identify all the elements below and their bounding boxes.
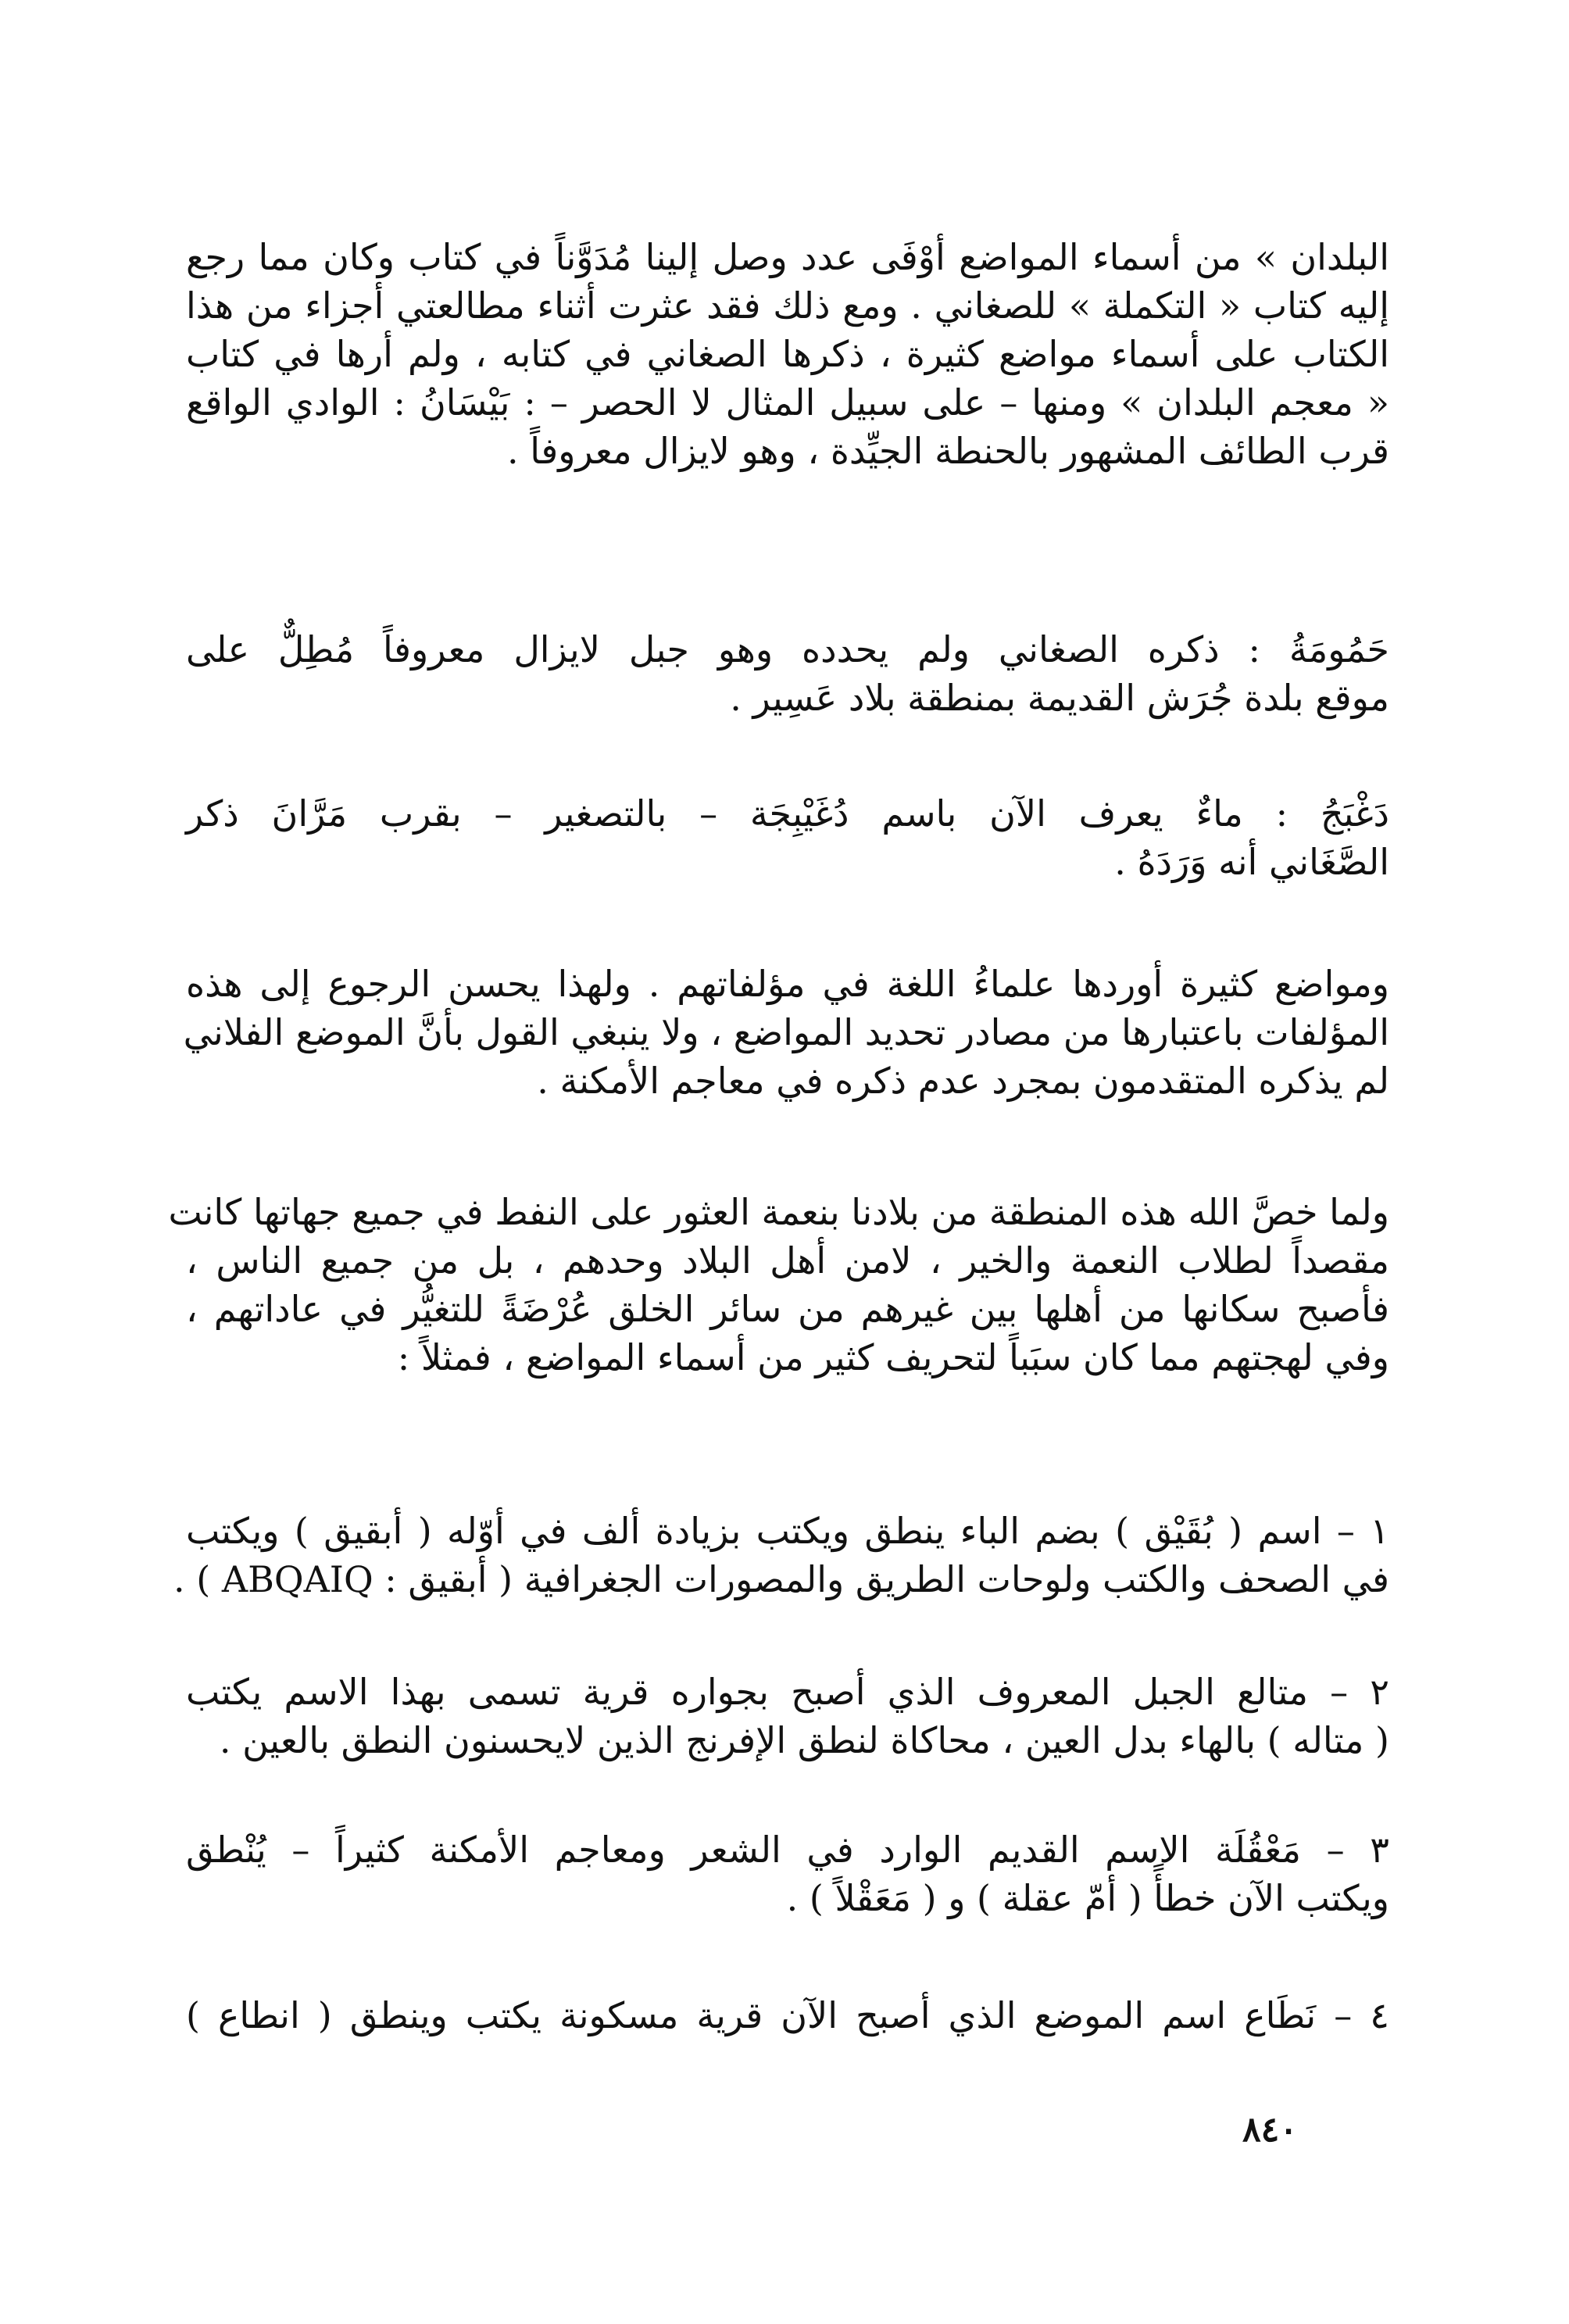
- paragraph-1: [186, 233, 1389, 475]
- text-line: في الصحف والكتب ولوحات الطريق والمصورات الجغرافية ( أبقيق : ABQAIQ ) .: [173, 1558, 1389, 1600]
- paragraph-2: [186, 625, 1389, 722]
- page-number: ٨٤٠: [1242, 2110, 1298, 2150]
- list-item-3: [186, 1825, 1389, 1922]
- text-line: لم يذكره المتقدمون بمجرد عدم ذكره في معاجم الأمكنة .: [537, 1060, 1389, 1102]
- text-line: ٢ – متالع الجبل المعروف الذي أصبح بجواره قرية تسمى بهذا الاسم يكتب: [186, 1671, 1389, 1713]
- text-line: ١ – اسم ( بُقَيْق ) بضم الباء ينطق ويكتب بزيادة ألف في أوّله ( أبقيق ) ويكتب: [186, 1510, 1389, 1552]
- list-item-2: [186, 1668, 1389, 1764]
- text-line: ( متاله ) بالهاء بدل العين ، محاكاة لنطق الإفرنج الذين لايحسنون النطق بالعين .: [219, 1719, 1389, 1761]
- text-line: الصَّغَاني أنه وَرَدَهُ .: [1114, 841, 1389, 883]
- text-line: مقصداً لطلاب النعمة والخير ، لامن أهل البلاد وحدهم ، بل من جميع الناس ،: [186, 1239, 1389, 1282]
- text-line: المؤلفات باعتبارها من مصادر تحديد المواضع ، ولا ينبغي القول بأنَّ الموضع الفلاني: [183, 1011, 1389, 1053]
- text-line: قرب الطائف المشهور بالحنطة الجيِّدة ، وهو لايزال معروفاً .: [506, 430, 1389, 472]
- text-line: ويكتب الآن خطأً ( أمّ عقلة ) و ( مَعَقْلاً ) .: [786, 1877, 1389, 1919]
- text-line: إليه كتاب « التكملة » للصغاني . ومع ذلك فقد عثرت أثناء مطالعتي أجزاء من هذا: [186, 284, 1389, 327]
- text-line: موقع بلدة جُرَش القديمة بمنطقة بلاد عَسِير .: [730, 677, 1389, 719]
- paragraph-5: [168, 1188, 1389, 1382]
- text-line: البلدان » من أسماء المواضع أوْفَى عدد وصل إلينا مُدَوَّناً في كتاب وكان مما رجع: [186, 236, 1389, 278]
- list-item-4: [186, 1991, 1389, 2040]
- text-line: دَغْبَجُ : ماءٌ يعرف الآن باسم دُغَيْبِجَة – بالتصغير – بقرب مَرَّانَ ذكر: [186, 792, 1389, 835]
- text-line: ٣ – مَعْقُلَة الاسم القديم الوارد في الشعر ومعاجم الأمكنة كثيراً – يُنْطق: [186, 1829, 1389, 1871]
- paragraph-3: [186, 789, 1389, 886]
- text-line: ٤ – نَطَاع اسم الموضع الذي أصبح الآن قرية مسكونة يكتب وينطق ( انطاع ): [186, 1994, 1389, 2036]
- text-line: حَمُومَةُ : ذكره الصغاني ولم يحدده وهو جبل لايزال معروفاً مُطِلٌّ على: [186, 628, 1389, 670]
- text-line: « معجم البلدان » ومنها – على سبيل المثال لا الحصر – : بَيْسَانُ : الوادي الواقع: [186, 381, 1389, 424]
- text-line: ومواضع كثيرة أوردها علماءُ اللغة في مؤلفاتهم . ولهذا يحسن الرجوع إلى هذه: [186, 963, 1389, 1005]
- paragraph-4: [183, 960, 1389, 1105]
- text-line: وفي لهجتهم مما كان سبَباً لتحريف كثير من أسماء المواضع ، فمثلاً :: [397, 1336, 1389, 1378]
- text-line: الكتاب على أسماء مواضع كثيرة ، ذكرها الصغاني في كتابه ، ولم أرها في كتاب: [186, 333, 1389, 375]
- text-line: فأصبح سكانها من أهلها بين غيرهم من سائر الخلق عُرْضَةً للتغيُّر في عاداتهم ،: [186, 1288, 1389, 1330]
- text-line: ولما خصَّ الله هذه المنطقة من بلادنا بنعمة العثور على النفط في جميع جهاتها كانت: [168, 1191, 1389, 1233]
- list-item-1: [173, 1507, 1389, 1604]
